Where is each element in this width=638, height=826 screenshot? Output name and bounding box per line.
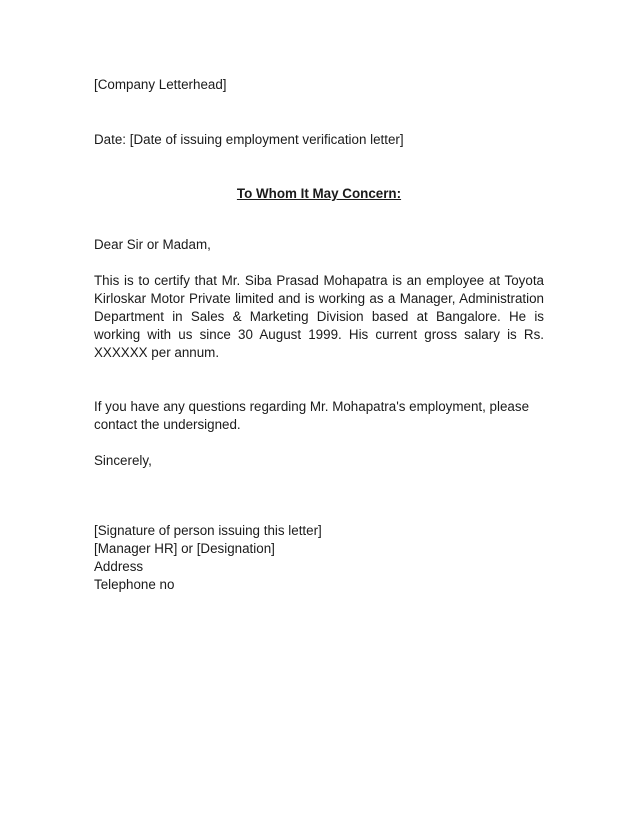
subject-heading: To Whom It May Concern: (236, 186, 402, 201)
date-line: Date: [Date of issuing employment verification letter] (94, 132, 404, 147)
salutation: Dear Sir or Madam, (94, 237, 211, 252)
contact-paragraph: If you have any questions regarding Mr. Mohapatra's employment, please contact the undersigned. (94, 399, 530, 432)
signature-block (94, 522, 544, 594)
telephone-line: Telephone no (94, 577, 175, 592)
address-line: Address (94, 559, 144, 574)
company-letterhead: [Company Letterhead] (94, 77, 227, 92)
signature-line: [Signature of person issuing this letter] (94, 523, 322, 538)
certification-paragraph: This is to certify that Mr. Siba Prasad Mohapatra is an employee at Toyota Kirloskar Motor Private limited and is working as a Manager, Administration Department in Sales & Marketing Division based at Bangalore. He is working with us since 30 August 1999. His current gross salary is Rs. XXXXXX per annum. (94, 273, 544, 360)
closing: Sincerely, (94, 453, 152, 468)
designation-line: [Manager HR] or [Designation] (94, 541, 275, 556)
